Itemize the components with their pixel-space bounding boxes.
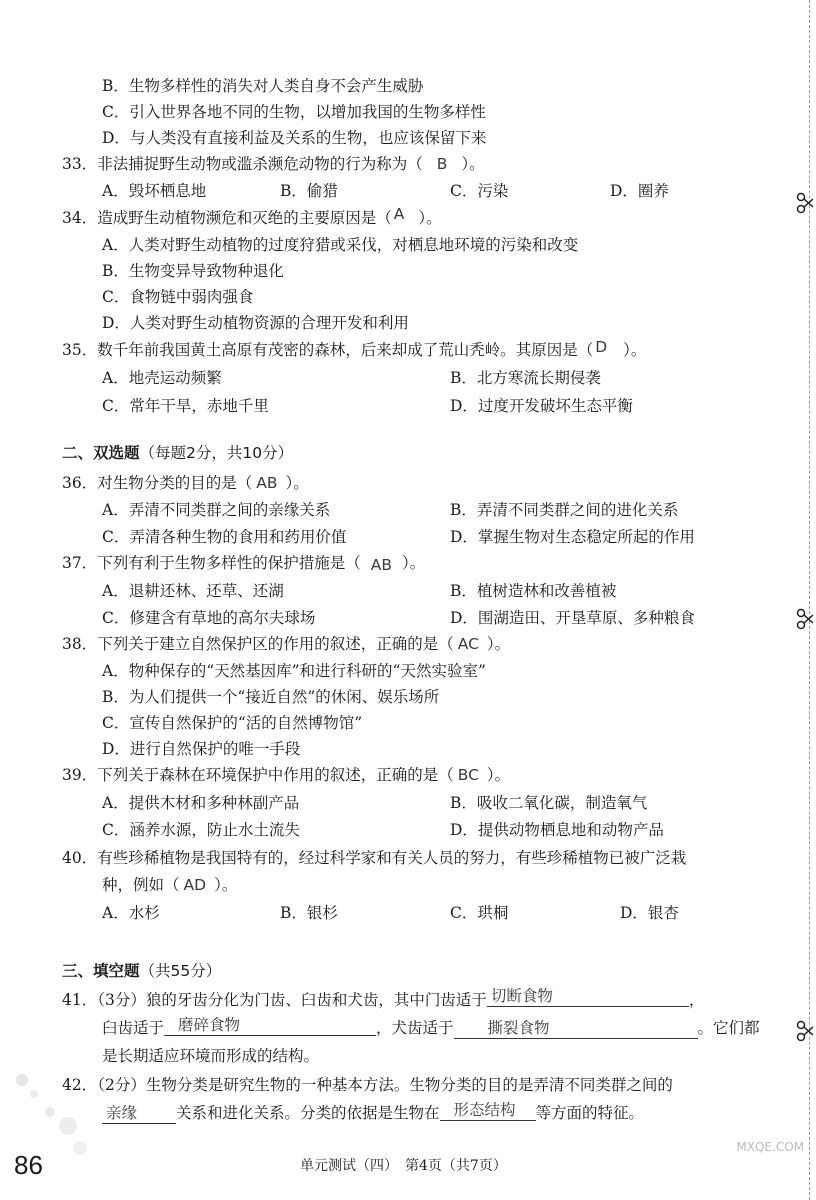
q35-option-d: D．过度开发破坏生态平衡 — [450, 397, 633, 415]
q34-text: 34．造成野生动植物濒危和灭绝的主要原因是（ — [62, 209, 392, 227]
q32-option-b: B．生物多样性的消失对人类自身不会产生威胁 — [102, 77, 424, 95]
q42-line-1: 42．（2分）生物分类是研究生物的一种基本方法。生物分类的目的是弄清不同类群之间的 — [62, 1076, 673, 1094]
q36-option-a: A．弄清不同类群之间的亲缘关系 — [102, 501, 331, 519]
q35-option-b: B．北方寒流长期侵袭 — [450, 369, 601, 387]
q41-text-2: 臼齿适于 — [102, 1019, 165, 1037]
q35-end: ）。 — [623, 341, 647, 359]
q39-option-b: B．吸收二氧化碳，制造氧气 — [450, 794, 648, 812]
q36-option-d: D．掌握生物对生态稳定所起的作用 — [450, 528, 695, 546]
q40-option-a: A．水杉 — [102, 904, 160, 922]
q35-option-c: C．常年干旱，赤地千里 — [102, 397, 269, 415]
q39-stem — [62, 765, 510, 785]
q39-answer: BC — [457, 766, 479, 784]
q36-end: ）。 — [285, 474, 309, 492]
q41-text-3: ，犬齿适于 — [376, 1019, 454, 1037]
q41-text-4: 。它们都 — [697, 1019, 760, 1037]
q34-stem — [62, 205, 442, 228]
q42-answer-1: 亲缘 — [102, 1103, 176, 1124]
q33-end: ）。 — [461, 155, 485, 173]
q36-stem — [62, 473, 309, 493]
q41-line-2 — [102, 1018, 760, 1039]
q36-answer: AB — [256, 474, 278, 492]
q39-option-a: A．提供木材和多种林副产品 — [102, 794, 300, 812]
q38-text: 38．下列关于建立自然保护区的作用的叙述，正确的是（ — [62, 635, 454, 653]
q34-answer: A — [393, 205, 405, 223]
q39-option-d: D．提供动物栖息地和动物产品 — [450, 821, 664, 839]
q41-answer-2: 磨碎食物 — [164, 1015, 376, 1036]
q38-option-c: C．宣传自然保护的“活的自然博物馆” — [102, 714, 363, 732]
q41-text-1: 41．（3分）狼的牙齿分化为门齿、臼齿和犬齿，其中门齿适于 — [62, 991, 487, 1009]
q33-option-a: A．毁坏栖息地 — [102, 182, 207, 200]
section-2-title: 二、双选题 — [62, 444, 140, 462]
q41-line-1 — [62, 987, 705, 1011]
q32-option-c: C．引入世界各地不同的生物，以增加我国的生物多样性 — [102, 103, 486, 121]
q33-stem — [62, 154, 485, 174]
q40-end: ）。 — [214, 876, 238, 894]
q35-stem — [62, 340, 646, 360]
q34-option-b: B．生物变异导致物种退化 — [102, 262, 284, 280]
q42-answer-2: 形态结构 — [440, 1100, 536, 1121]
q40-stem: 40．有些珍稀植物是我国特有的，经过科学家和有关人员的努力，有些珍稀植物已被广泛栽 — [62, 849, 687, 867]
q33-answer: B — [436, 155, 448, 173]
q36-option-c: C．弄清各种生物的食用和药用价值 — [102, 528, 347, 546]
q35-text: 35．数千年前我国黄土高原有茂密的森林，后来却成了荒山秃岭。其原因是（ — [62, 341, 594, 359]
q34-option-d: D．人类对野生动植物资源的合理开发和利用 — [102, 314, 409, 332]
page-number: 86 — [14, 1150, 43, 1180]
q33-option-b: B．偷猎 — [280, 182, 338, 200]
q34-option-a: A．人类对野生动植物的过度狩猎或采伐，对栖息地环境的污染和改变 — [102, 236, 579, 254]
q37-stem — [62, 553, 425, 573]
scissors-icon — [796, 1020, 814, 1042]
scissors-icon — [796, 608, 814, 630]
q37-answer: AB — [370, 556, 392, 574]
q33-text: 33．非法捕捉野生动物或滥杀濒危动物的行为称为（ — [62, 155, 423, 173]
q38-answer: AC — [457, 635, 479, 653]
q37-option-a: A．退耕还林、还草、还湖 — [102, 582, 284, 600]
q40-cont-text: 种，例如（ — [102, 876, 180, 894]
q40-option-b: B．银杉 — [280, 904, 338, 922]
section-3-title: 三、填空题 — [62, 962, 140, 980]
q39-end: ）。 — [486, 766, 511, 784]
section-3-note: （共55分） — [139, 962, 222, 980]
q38-end: ）。 — [486, 635, 511, 653]
q34-end: ）。 — [418, 209, 442, 227]
watermark: MXQE.COM — [736, 1140, 804, 1154]
section-2-heading — [62, 443, 293, 463]
q38-option-d: D．进行自然保护的唯一手段 — [102, 740, 301, 758]
q38-stem — [62, 634, 510, 654]
q41-answer-3: 撕裂食物 — [454, 1018, 698, 1039]
q41-answer-1: 切断食物 — [487, 986, 689, 1007]
q37-option-d: D．围湖造田、开垦草原、多种粮食 — [450, 609, 695, 627]
page-footer: 单元测试（四） 第4页（共7页） — [300, 1158, 507, 1174]
q42-text-3: 等方面的特征。 — [535, 1104, 645, 1122]
scissors-icon — [796, 192, 814, 214]
q39-option-c: C．涵养水源，防止水土流失 — [102, 821, 300, 839]
q41-comma: ， — [688, 991, 705, 1009]
q37-option-b: B．植树造林和改善植被 — [450, 582, 617, 600]
q40-stem-continued — [102, 875, 237, 895]
q34-option-c: C．食物链中弱肉强食 — [102, 288, 254, 306]
q36-option-b: B．弄清不同类群之间的进化关系 — [450, 501, 679, 519]
q35-answer: D — [595, 338, 608, 356]
q40-option-d: D．银杏 — [620, 904, 679, 922]
q42-text-2: 关系和进化关系。分类的依据是生物在 — [176, 1104, 440, 1122]
q32-option-d: D．与人类没有直接利益及关系的生物，也应该保留下来 — [102, 129, 487, 147]
q33-option-d: D．圈养 — [610, 182, 669, 200]
q36-text: 36．对生物分类的目的是（ — [62, 474, 253, 492]
q33-option-c: C．污染 — [450, 182, 509, 200]
q35-option-a: A．地壳运动频繁 — [102, 369, 222, 387]
section-3-heading — [62, 961, 221, 981]
q37-option-c: C．修建含有草地的高尔夫球场 — [102, 609, 316, 627]
section-2-note: （每题2分，共10分） — [139, 444, 294, 462]
q39-text: 39．下列关于森林在环境保护中作用的叙述，正确的是（ — [62, 766, 454, 784]
q40-option-c: C．珙桐 — [450, 904, 509, 922]
q37-text: 37．下列有利于生物多样性的保护措施是（ — [62, 554, 361, 572]
q40-answer: AD — [183, 876, 207, 894]
q38-option-b: B．为人们提供一个“接近自然”的休闲、娱乐场所 — [102, 688, 440, 706]
q42-line-2 — [102, 1103, 644, 1124]
q41-line-3: 是长期适应环境而形成的结构。 — [102, 1047, 320, 1065]
q37-end: ）。 — [401, 554, 426, 572]
q38-option-a: A．物种保存的“天然基因库”和进行科研的“天然实验室” — [102, 662, 486, 680]
